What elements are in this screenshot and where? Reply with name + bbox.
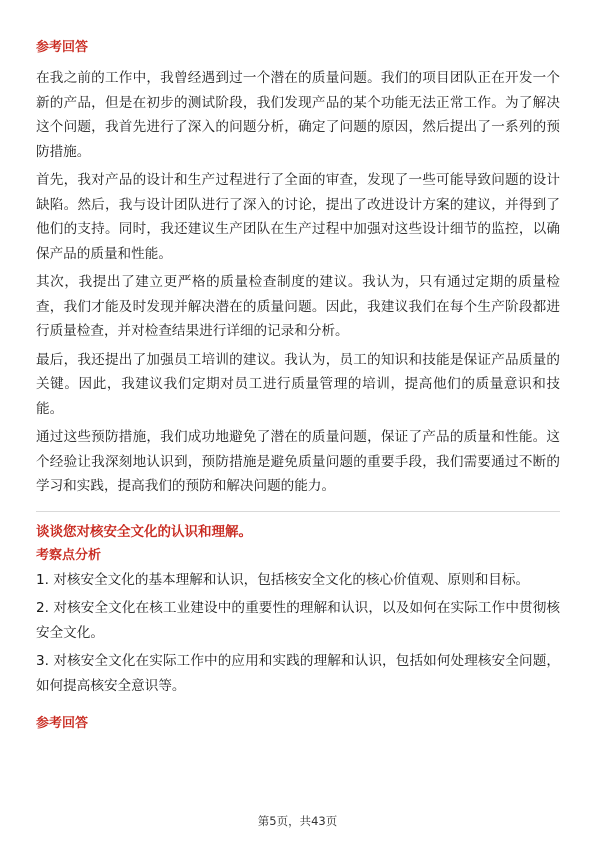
question-title: 谈谈您对核安全文化的认识和理解。: [36, 523, 252, 540]
page-content: [36, 38, 560, 736]
analysis-point: 2. 对核安全文化在核工业建设中的重要性的理解和认识，以及如何在实际工作中贯彻核安全文化。: [36, 600, 560, 641]
analysis-point: 3. 对核安全文化在实际工作中的应用和实践的理解和认识，包括如何处理核安全问题，如何提高核安全意识等。: [36, 653, 560, 694]
answer-paragraph: 通过这些预防措施，我们成功地避免了潜在的质量问题，保证了产品的质量和性能。这个经验让我深刻地认识到，预防措施是避免质量问题的重要手段，我们需要通过不断的学习和实践，提高我们的预防和解决问题的能力。: [36, 429, 560, 494]
answer-label: 参考回答: [36, 40, 89, 55]
answer-paragraph: 其次，我提出了建立更严格的质量检查制度的建议。我认为，只有通过定期的质量检查，我们才能及时发现并解决潜在的质量问题。因此，我建议我们在每个生产阶段都进行质量检查，并对检查结果进行详细的记录和分析。: [36, 274, 560, 339]
answer-paragraph: 首先，我对产品的设计和生产过程进行了全面的审查，发现了一些可能导致问题的设计缺陷。然后，我与设计团队进行了深入的讨论，提出了改进设计方案的建议，并得到了他们的支持。同时，我还建议生产团队在生产过程中加强对这些设计细节的监控，以确保产品的质量和性能。: [36, 172, 560, 262]
answer-label-2: 参考回答: [36, 716, 89, 731]
analysis-label: 考察点分析: [36, 547, 102, 563]
spacer: [36, 702, 560, 712]
answer-paragraph: 最后，我还提出了加强员工培训的建议。我认为，员工的知识和技能是保证产品质量的关键。因此，我建议我们定期对员工进行质量管理的培训，提高他们的质量意识和技能。: [36, 351, 560, 417]
answer-paragraph: 在我之前的工作中，我曾经遇到过一个潜在的质量问题。我们的项目团队正在开发一个新的产品，但是在初步的测试阶段，我们发现产品的某个功能无法正常工作。为了解决这个问题，我首先进行了深入的问题分析，确定了问题的原因，然后提出了一系列的预防措施。: [36, 70, 560, 160]
analysis-point: 1. 对核安全文化的基本理解和认识，包括核安全文化的核心价值观、原则和目标。: [36, 571, 530, 588]
page-number: 第5页，共43页: [257, 814, 338, 828]
section-divider: [36, 511, 560, 512]
